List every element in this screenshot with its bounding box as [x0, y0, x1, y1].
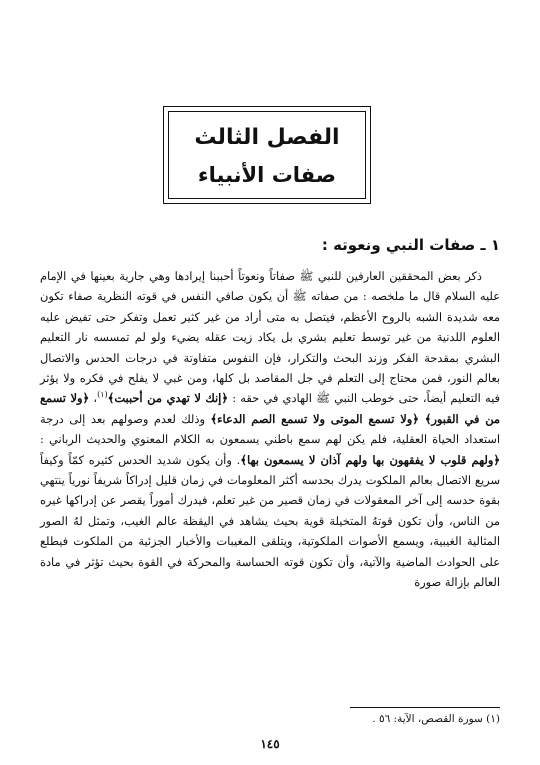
quran-quote-3: ﴿ولهم قلوب لا يفقهون بها ولهم آذان لا يسمعون بها﴾ — [240, 452, 500, 467]
footnote: (١) سورة القصص، الآية: ٥٦ . — [372, 713, 500, 725]
footnote-divider — [350, 707, 500, 708]
footnote-reference: (١) — [97, 390, 108, 400]
chapter-title-box — [163, 106, 371, 204]
section-heading: ١ ـ صفات النبي ونعوته : — [321, 236, 500, 254]
body-text-part-2: وذلك لعدم وصولهم بعد إلى درجة استعداد الحياة العقلية، فلم يكن لهم سمع باطني يسمعون به الكلام المعنوي والحديث الرباني : — [40, 411, 500, 447]
chapter-title: صفات الأنبياء — [197, 163, 337, 187]
body-text — [40, 266, 500, 593]
body-text-part-1: ذكر بعض المحققين العارفين للنبي ﷺ صفاتاً ونعوتاً أحببنا إيرادها وهي جارية بعينها في الإمام عليه السلام قال ما ملخصه : من صفاته ﷺ أن يكون صافي النفس في قوته النظرية صفاء تكون معه شديدة الشبه بالروح الأعظم، فيتصل به متى أراد من غير كثير تعمل وتفكر حتى تفيض عليه العلوم اللدنية من غير توسط تعليم بشري بل يكاد زيت عقله يضيء ولو لم تمسسه نار التعليم البشري بمقدحة الفكر وزند البحث والتكرار، فإن النفوس متفاوتة في درجات الحدس والاتصال بعالم النور، فمن محتاج إلى التعلم في جل المقاصد بل كلها، ومن غبي لا يفلح في فكره ولا يؤثر فيه التعليم أيضاً، حتى خوطب النبي ﷺ الهادي في حقه : — [40, 269, 500, 406]
page-number: ١٤٥ — [260, 737, 280, 751]
quran-quote-2: ﴿ولا تسمع من في القبور﴾ ﴿ولا تسمع الموتى ولا تسمع الصم الدعاء﴾ — [40, 391, 500, 426]
chapter-label: الفصل الثالث — [194, 125, 340, 150]
body-text-part-3: . وأن يكون شديد الحدس كثيره كمّاً وكيفاً سريع الاتصال بعالم الملكوت يدرك بحدسه أكثر المعلومات في زمان قليل إدراكاً شريفاً نورياً ينتهي بقوة حدسه إلى آخر المعقولات في زمان قصير من غير تعلم، فيدرك أموراً يقصر عن إدراكها غيره من الناس، وأن تكون قوتهُ المتخيلة قوية بحيث يشاهد في اليقظة عالم الغيب، وتمثل لهُ الصور المثالية الغيبية، ويسمع الأصوات الملكوتية، ويتلقى المغيبات والأخبار الجزئية من الملكوت فيطلع على الحوادث الماضية والآتية، وأن تكون قوته الحساسة والمحركة في القوة بحيث تؤثر في مادة العالم بإزالة صورة — [40, 452, 500, 590]
body-paragraph — [40, 266, 500, 593]
body-text-separator: ، — [89, 391, 98, 406]
quran-quote-1: ﴿إنك لا تهدي من أحببت﴾ — [107, 391, 229, 406]
